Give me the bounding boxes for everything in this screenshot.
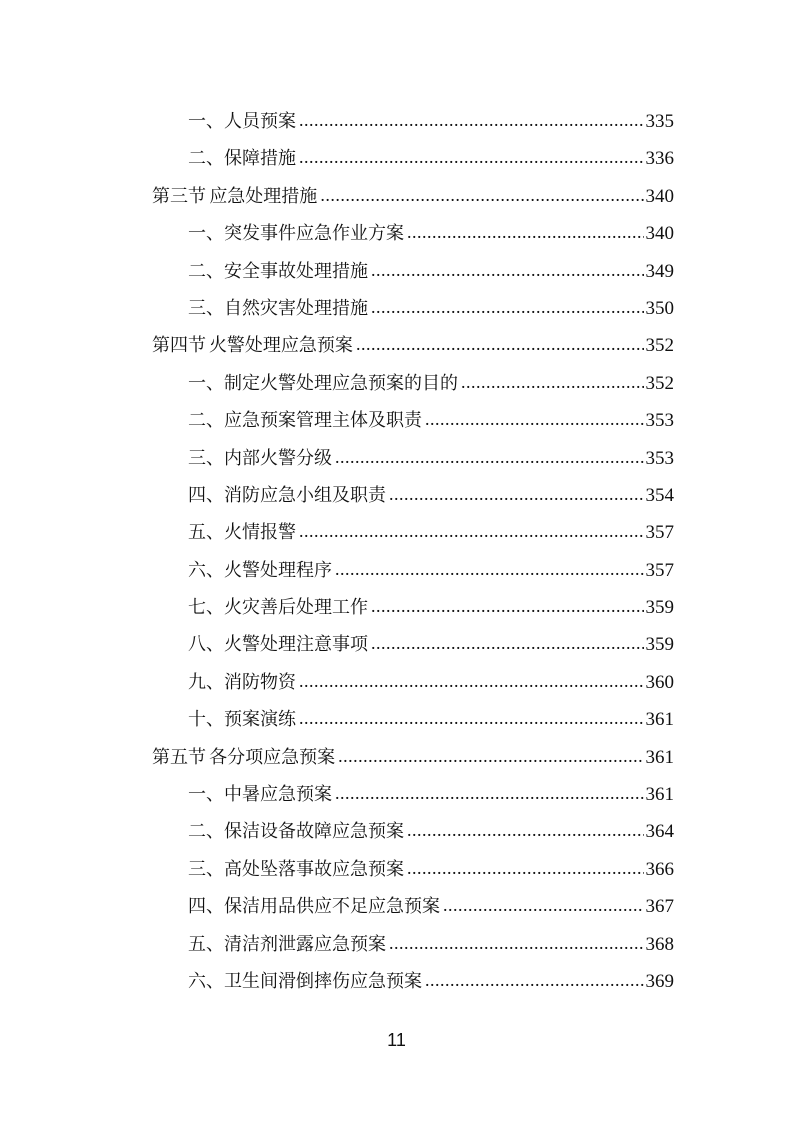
toc-entry-title: 火警处理程序 [224, 559, 332, 581]
toc-entry-title: 中暑应急预案 [224, 784, 332, 806]
toc-leader-dots [371, 289, 644, 326]
toc-leader-dots [299, 102, 644, 139]
toc-entry-number: 五、 [188, 522, 224, 544]
page-number: 11 [387, 1030, 406, 1050]
toc-leader-dots [407, 214, 644, 251]
toc-leader-dots [425, 401, 644, 438]
toc-entry[interactable] [152, 477, 674, 514]
toc-entry-page: 352 [645, 335, 674, 357]
toc-entry[interactable] [152, 664, 674, 701]
toc-leader-dots [299, 513, 644, 550]
toc-leader-dots [335, 775, 644, 812]
toc-entry-number: 第三节 [152, 185, 206, 207]
toc-entry-page: 357 [645, 522, 674, 544]
toc-section-entry[interactable] [152, 327, 674, 364]
toc-entry-page: 335 [645, 111, 674, 132]
toc-leader-dots [425, 962, 644, 999]
toc-entry[interactable] [152, 626, 674, 663]
toc-entry-title: 火警处理注意事项 [224, 634, 368, 656]
toc-entry[interactable] [152, 290, 674, 327]
toc-entry-title: 内部火警分级 [224, 447, 332, 469]
toc-entry-title: 卫生间滑倒摔伤应急预案 [224, 970, 422, 992]
toc-entry[interactable] [152, 514, 674, 551]
table-of-contents [152, 103, 674, 1000]
toc-entry-title: 火灾善后处理工作 [224, 597, 368, 619]
toc-entry-number: 二、 [188, 821, 224, 843]
toc-entry[interactable] [152, 215, 674, 252]
toc-entry-page: 361 [645, 784, 674, 806]
toc-leader-dots [461, 364, 644, 401]
toc-entry-number: 四、 [188, 484, 224, 506]
toc-leader-dots [335, 439, 644, 476]
toc-entry[interactable] [152, 701, 674, 738]
toc-entry-page: 364 [645, 821, 674, 843]
toc-leader-dots [299, 663, 644, 700]
toc-leader-dots [335, 551, 644, 588]
toc-entry-number: 三、 [188, 447, 224, 469]
toc-entry-page: 350 [645, 297, 674, 319]
toc-entry[interactable] [152, 365, 674, 402]
toc-entry-page: 366 [645, 858, 674, 880]
toc-entry-title: 人员预案 [224, 111, 296, 132]
toc-leader-dots [389, 925, 644, 962]
toc-entry-number: 六、 [188, 970, 224, 992]
toc-entry-number: 十、 [188, 709, 224, 731]
toc-entry-page: 361 [645, 709, 674, 731]
toc-entry-title: 保洁设备故障应急预案 [224, 821, 404, 843]
toc-entry-title: 突发事件应急作业方案 [224, 223, 404, 245]
toc-entry-page: 359 [645, 634, 674, 656]
toc-entry-title: 安全事故处理措施 [224, 260, 368, 282]
toc-entry-number: 六、 [188, 559, 224, 581]
toc-entry[interactable] [152, 402, 674, 439]
toc-entry-page: 368 [645, 933, 674, 955]
toc-entry-number: 八、 [188, 634, 224, 656]
toc-entry[interactable] [152, 589, 674, 626]
toc-entry-page: 336 [645, 148, 674, 170]
toc-entry[interactable] [152, 776, 674, 813]
toc-entry-page: 369 [645, 970, 674, 992]
toc-entry[interactable] [152, 963, 674, 1000]
toc-entry[interactable] [152, 851, 674, 888]
toc-leader-dots [371, 625, 644, 662]
toc-entry-title: 保障措施 [224, 148, 296, 170]
toc-leader-dots [389, 476, 644, 513]
toc-entry-page: 352 [645, 372, 674, 394]
toc-leader-dots [407, 812, 644, 849]
toc-leader-dots [299, 139, 644, 176]
toc-entry-title: 自然灾害处理措施 [224, 297, 368, 319]
toc-entry-page: 340 [645, 223, 674, 245]
toc-entry-number: 一、 [188, 784, 224, 806]
toc-leader-dots [443, 887, 644, 924]
toc-leader-dots [338, 738, 643, 775]
toc-entry-number: 第四节 [152, 335, 206, 357]
toc-entry-number: 四、 [188, 896, 224, 918]
toc-entry-page: 353 [645, 447, 674, 469]
toc-leader-dots [407, 850, 644, 887]
toc-entry-title: 清洁剂泄露应急预案 [224, 933, 386, 955]
toc-entry-number: 二、 [188, 410, 224, 432]
toc-entry-title: 火情报警 [224, 522, 296, 544]
toc-entry-number: 二、 [188, 260, 224, 282]
toc-entry-page: 340 [645, 185, 674, 207]
toc-entry-number: 九、 [188, 671, 224, 693]
toc-entry-number: 七、 [188, 597, 224, 619]
toc-entry-number: 一、 [188, 372, 224, 394]
toc-section-entry[interactable] [152, 178, 674, 215]
toc-entry-page: 357 [645, 559, 674, 581]
toc-entry[interactable] [152, 552, 674, 589]
toc-leader-dots [299, 700, 644, 737]
toc-entry[interactable] [152, 926, 674, 963]
toc-entry-page: 361 [645, 746, 674, 768]
toc-entry[interactable] [152, 103, 674, 140]
toc-entry-title: 预案演练 [224, 709, 296, 731]
toc-entry-number: 三、 [188, 858, 224, 880]
toc-entry-page: 367 [645, 896, 674, 918]
toc-entry-page: 360 [645, 671, 674, 693]
toc-entry-title: 高处坠落事故应急预案 [224, 858, 404, 880]
toc-entry-title: 消防物资 [224, 671, 296, 693]
toc-entry[interactable] [152, 888, 674, 925]
toc-entry-page: 353 [645, 410, 674, 432]
toc-entry-page: 359 [645, 597, 674, 619]
toc-entry[interactable] [152, 440, 674, 477]
toc-entry-number: 二、 [188, 148, 224, 170]
toc-entry-page: 349 [645, 260, 674, 282]
toc-entry-number: 三、 [188, 297, 224, 319]
toc-entry-title: 消防应急小组及职责 [224, 484, 386, 506]
toc-entry[interactable] [152, 813, 674, 850]
toc-leader-dots [371, 252, 644, 289]
toc-leader-dots [320, 177, 643, 214]
toc-entry-page: 354 [645, 484, 674, 506]
toc-section-entry[interactable] [152, 739, 674, 776]
toc-entry-title: 火警处理应急预案 [208, 335, 353, 357]
toc-entry-number: 第五节 [152, 746, 206, 768]
toc-entry-title: 应急预案管理主体及职责 [224, 410, 422, 432]
toc-entry-title: 各分项应急预案 [209, 746, 336, 768]
toc-entry-title: 保洁用品供应不足应急预案 [224, 896, 440, 918]
toc-entry-title: 制定火警处理应急预案的目的 [224, 372, 458, 394]
toc-entry[interactable] [152, 253, 674, 290]
toc-leader-dots [371, 588, 644, 625]
toc-entry-number: 五、 [188, 933, 224, 955]
toc-entry[interactable] [152, 140, 674, 177]
toc-entry-number: 一、 [188, 111, 224, 132]
toc-entry-number: 一、 [188, 223, 224, 245]
toc-leader-dots [356, 326, 644, 363]
toc-entry-title: 应急处理措施 [209, 185, 318, 207]
